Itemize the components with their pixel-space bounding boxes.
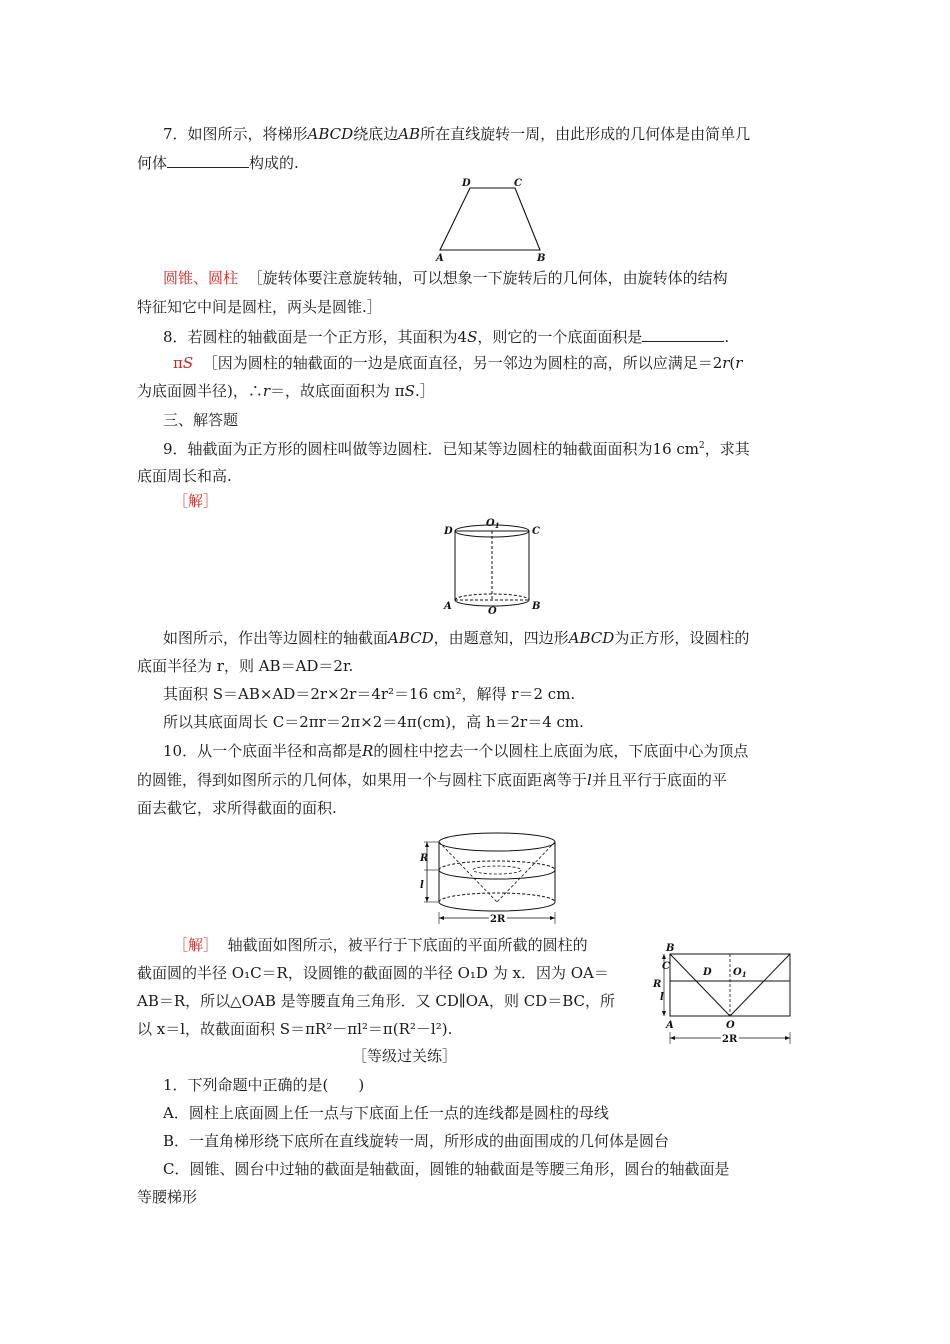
- q8-expl-r: r: [722, 354, 730, 372]
- q9-sup: 2: [699, 441, 705, 451]
- q9-text-end: ，求其: [704, 440, 750, 458]
- q8-expl-paren: (: [729, 354, 736, 372]
- q9-solution-tag: ［解］: [173, 492, 219, 510]
- cyl-label-a: A: [444, 601, 452, 612]
- ax-label-c: C: [662, 961, 670, 972]
- q9-s1-abcd: ABCD: [388, 629, 434, 647]
- q9-line2: 底面周长和高.: [137, 467, 232, 485]
- ax-label-b: B: [666, 943, 675, 954]
- mc1-option-b: B．一直角梯形绕下底所在直线旋转一周，所形成的曲面围成的几何体是圆台: [163, 1132, 670, 1150]
- q8-line1: [163, 327, 729, 347]
- q9-s1-c: 为正方形，设圆柱的: [614, 629, 750, 647]
- mc1-option-c-line2: 等腰梯形: [137, 1188, 198, 1206]
- q7-line2: [137, 153, 299, 173]
- q8-answer-line1: [173, 353, 742, 373]
- q8-answer-pi: π: [173, 354, 183, 372]
- ax-label-o1: $O_1$: [733, 967, 747, 979]
- q7-abcd: ABCD: [307, 125, 354, 143]
- q9-solution-line4: 所以其底面周长 C＝2πr＝2π×2＝4π(cm)，高 h＝2r＝4 cm.: [163, 713, 584, 731]
- q8-expl2-s: S: [404, 382, 415, 400]
- q10-text-b: 的圆柱中挖去一个以圆柱上底面为底，下底面中心为顶点: [373, 742, 749, 760]
- hollow-cylinder-figure: [415, 830, 565, 934]
- q10-text-a: 10．从一个底面半径和高都是: [163, 742, 363, 760]
- q8-answer-s: S: [182, 354, 194, 372]
- q9-text: 9．轴截面为正方形的圆柱叫做等边圆柱．已知某等边圆柱的轴截面面积为16 cm: [163, 440, 700, 458]
- q10-solution-tag: ［解］: [173, 936, 219, 954]
- cyl-label-b: B: [532, 601, 541, 612]
- cyl-label-c: C: [532, 526, 540, 537]
- q9-s1-b: ，由题意知，四边形: [433, 629, 569, 647]
- q8-text-b: ，则它的一个底面面积是: [477, 328, 643, 346]
- q10-l: l: [587, 771, 592, 789]
- q10-line1: [163, 741, 748, 761]
- trapezoid-figure: [430, 175, 555, 267]
- mc1-option-c-line1: C．圆锥、圆台中过轴的截面是轴截面，圆锥的轴截面是等腰三角形，圆台的轴截面是: [163, 1160, 730, 1178]
- q7-explanation-1: ［旋转体要注意旋转轴，可以想象一下旋转后的几何体，由旋转体的结构: [247, 269, 728, 287]
- q8-expl2-b: ＝，故底面面积为 π: [270, 382, 405, 400]
- ax-label-r: R: [653, 979, 662, 990]
- q9-solution-line1: [163, 628, 749, 648]
- q10-solution-line2: 截面圆的半径 O₁C＝R，设圆锥的截面圆的半径 O₁D 为 x．因为 OA＝: [137, 964, 609, 982]
- q7-answer-line1: [163, 268, 728, 288]
- q7-line1: [163, 124, 750, 144]
- q8-blank: [642, 327, 724, 342]
- q8-expl2-a: 为底面圆半径)，∴: [137, 382, 263, 400]
- q9-s1-abcd2: ABCD: [568, 629, 615, 647]
- q9-solution-line2: 底面半径为 r，则 AB＝AD＝2r.: [137, 657, 354, 675]
- q8-text-a: 8．若圆柱的轴截面是一个正方形，其面积为4: [163, 328, 468, 346]
- q7-answer-line2: 特征知它中间是圆柱，两头是圆锥.］: [137, 298, 382, 316]
- q8-expl2-c: .］: [414, 382, 435, 400]
- q10-s1: 轴截面如图所示，被平行于下底面的平面所截的圆柱的: [227, 936, 588, 954]
- q7-answer: 圆锥、圆柱: [163, 269, 239, 287]
- trap-label-a: A: [436, 253, 444, 263]
- q10-solution-line3: AB＝R，所以△OAB 是等腰直角三角形．又 CD∥OA，则 CD＝BC，所: [137, 992, 615, 1010]
- cylinder-figure: [440, 515, 545, 619]
- ax-label-o: O: [726, 1020, 735, 1031]
- q9-line1: [163, 439, 750, 459]
- mc1-stem: 1．下列命题中正确的是( ): [163, 1076, 365, 1094]
- q10-line2-a: 的圆锥，得到如图所示的几何体，如果用一个与圆柱下底面距离等于: [137, 771, 588, 789]
- q10-solution-line1: [173, 935, 588, 955]
- q7-blank: [167, 153, 249, 168]
- q8-expl-a: ［因为圆柱的轴截面的一边是底面直径，另一邻边为圆柱的高，所以应满足＝2: [202, 354, 723, 372]
- q10-line3: 面去截它，求所得截面的面积.: [137, 799, 337, 817]
- q10-solution-line4: 以 x＝l，故截面面积 S＝πR²－πl²＝π(R²－l²).: [137, 1020, 453, 1038]
- ax-label-2r: 2R: [722, 1034, 738, 1045]
- q9-s1-a: 如图所示，作出等边圆柱的轴截面: [163, 629, 389, 647]
- hc-label-2r: 2R: [490, 914, 506, 925]
- q10-r: R: [362, 742, 374, 760]
- q7-text-b: 绕底边: [353, 125, 399, 143]
- hc-label-l: l: [420, 880, 424, 891]
- trap-label-d: D: [462, 178, 471, 189]
- ax-label-a: A: [666, 1020, 674, 1031]
- q8-answer-line2: [137, 381, 435, 401]
- q8-s: S: [467, 328, 478, 346]
- trap-label-b: B: [537, 253, 546, 263]
- ax-label-d: D: [703, 967, 712, 978]
- q7-ab: AB: [398, 125, 421, 143]
- ax-label-l: l: [660, 992, 664, 1003]
- q8-expl2-r: r: [262, 382, 271, 400]
- cyl-label-o1: $O_1$: [486, 518, 500, 530]
- q8-expl-r2: r: [735, 354, 743, 372]
- hc-label-r: R: [420, 853, 429, 864]
- q7-text: 7．如图所示，将梯形: [163, 125, 308, 143]
- q10-line2: [137, 770, 727, 790]
- q7-text-c: 所在直线旋转一周，由此形成的几何体是由简单几: [420, 125, 751, 143]
- mc1-option-a: A．圆柱上底面圆上任一点与下底面上任一点的连线都是圆柱的母线: [163, 1104, 609, 1122]
- cyl-label-o: O: [488, 606, 497, 615]
- q8-text-c: .: [724, 328, 730, 346]
- axial-section-figure: [650, 940, 800, 1052]
- level-title: ［等级过关练］: [352, 1047, 458, 1065]
- section-3-heading: 三、解答题: [163, 411, 239, 429]
- q7-line2-text: 何体: [137, 154, 168, 172]
- q10-line2-b: 并且平行于底面的平: [591, 771, 727, 789]
- trap-label-c: C: [514, 178, 522, 189]
- q7-line2-end: 构成的.: [249, 154, 299, 172]
- cyl-label-d: D: [444, 526, 453, 537]
- q9-solution-line3: 其面积 S＝AB×AD＝2r×2r＝4r²＝16 cm²，解得 r＝2 cm.: [163, 685, 576, 703]
